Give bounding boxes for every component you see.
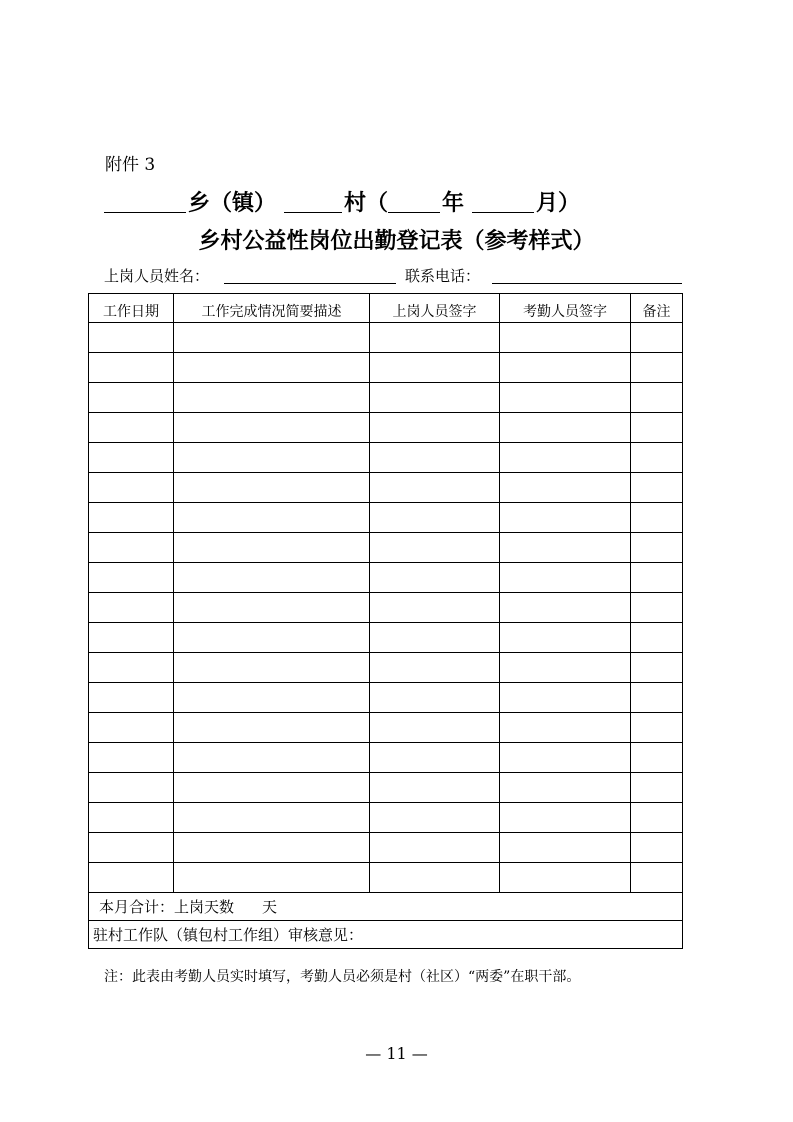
- table-cell[interactable]: [500, 443, 631, 473]
- table-cell[interactable]: [174, 863, 370, 893]
- table-cell[interactable]: [631, 563, 683, 593]
- table-cell[interactable]: [500, 323, 631, 353]
- table-row: [89, 353, 683, 383]
- header-attendance-signature: 考勤人员签字: [500, 294, 631, 323]
- table-cell[interactable]: [631, 473, 683, 503]
- table-cell[interactable]: [631, 623, 683, 653]
- table-cell[interactable]: [500, 563, 631, 593]
- table-cell[interactable]: [89, 803, 174, 833]
- table-row: [89, 383, 683, 413]
- table-cell[interactable]: [89, 353, 174, 383]
- attachment-label: 附件 3: [105, 155, 156, 175]
- title-line-1: [104, 186, 604, 216]
- table-cell[interactable]: [370, 593, 500, 623]
- table-cell[interactable]: [89, 413, 174, 443]
- table-row: [89, 563, 683, 593]
- table-cell[interactable]: [370, 833, 500, 863]
- table-cell[interactable]: [370, 863, 500, 893]
- table-cell[interactable]: [89, 623, 174, 653]
- table-cell[interactable]: [174, 383, 370, 413]
- table-cell[interactable]: [631, 713, 683, 743]
- table-cell[interactable]: [174, 653, 370, 683]
- header-work-description: 工作完成情况简要描述: [174, 294, 370, 323]
- table-cell[interactable]: [174, 443, 370, 473]
- table-row: [89, 413, 683, 443]
- table-row: [89, 683, 683, 713]
- table-cell[interactable]: [370, 653, 500, 683]
- table-cell[interactable]: [89, 593, 174, 623]
- table-cell[interactable]: [500, 623, 631, 653]
- page-number: — 11 —: [365, 1044, 428, 1063]
- phone-field[interactable]: [492, 283, 682, 284]
- table-cell[interactable]: [631, 413, 683, 443]
- table-cell[interactable]: [370, 743, 500, 773]
- table-cell[interactable]: [500, 413, 631, 443]
- table-cell[interactable]: [370, 773, 500, 803]
- table-cell[interactable]: [174, 353, 370, 383]
- summary-cell[interactable]: [89, 893, 683, 921]
- table-cell[interactable]: [631, 443, 683, 473]
- table-row: [89, 743, 683, 773]
- table-cell[interactable]: [174, 773, 370, 803]
- table-row: [89, 773, 683, 803]
- table-cell[interactable]: [89, 383, 174, 413]
- table-cell[interactable]: [631, 833, 683, 863]
- table-row: [89, 593, 683, 623]
- table-cell[interactable]: [500, 353, 631, 383]
- table-cell[interactable]: [370, 323, 500, 353]
- table-cell[interactable]: [174, 563, 370, 593]
- form-title: 乡村公益性岗位出勤登记表（参考样式）: [198, 228, 595, 254]
- table-cell[interactable]: [89, 863, 174, 893]
- table-cell[interactable]: [370, 473, 500, 503]
- table-cell[interactable]: [500, 503, 631, 533]
- table-cell[interactable]: [174, 683, 370, 713]
- header-remarks: 备注: [631, 294, 683, 323]
- summary-prefix: 本月合计：上岗天数: [99, 898, 235, 916]
- table-cell[interactable]: [89, 653, 174, 683]
- table-row: [89, 473, 683, 503]
- table-row: [89, 713, 683, 743]
- table-cell[interactable]: [500, 533, 631, 563]
- review-row: [89, 921, 683, 949]
- table-row: [89, 863, 683, 893]
- summary-row: [89, 893, 683, 921]
- table-cell[interactable]: [89, 533, 174, 563]
- table-cell[interactable]: [370, 413, 500, 443]
- township-label: 乡（镇）: [188, 190, 277, 216]
- table-cell[interactable]: [500, 683, 631, 713]
- month-blank[interactable]: [472, 212, 534, 213]
- table-cell[interactable]: [370, 443, 500, 473]
- table-cell[interactable]: [370, 623, 500, 653]
- review-label: 驻村工作队（镇包村工作组）审核意见：: [93, 926, 364, 944]
- table-cell[interactable]: [174, 503, 370, 533]
- table-cell[interactable]: [174, 413, 370, 443]
- table-cell[interactable]: [370, 533, 500, 563]
- table-cell[interactable]: [89, 503, 174, 533]
- table-cell[interactable]: [174, 623, 370, 653]
- worker-name-field[interactable]: [224, 283, 396, 284]
- table-cell[interactable]: [174, 593, 370, 623]
- table-cell[interactable]: [174, 533, 370, 563]
- table-cell[interactable]: [500, 593, 631, 623]
- table-cell[interactable]: [370, 713, 500, 743]
- header-work-date: 工作日期: [89, 294, 174, 323]
- table-cell[interactable]: [500, 653, 631, 683]
- table-cell[interactable]: [631, 593, 683, 623]
- table-cell[interactable]: [631, 743, 683, 773]
- table-cell[interactable]: [370, 503, 500, 533]
- table-cell[interactable]: [174, 323, 370, 353]
- table-cell[interactable]: [89, 773, 174, 803]
- village-blank[interactable]: [284, 212, 342, 213]
- table-cell[interactable]: [370, 383, 500, 413]
- month-label: 月）: [536, 190, 581, 216]
- table-cell[interactable]: [500, 383, 631, 413]
- year-blank[interactable]: [388, 212, 440, 213]
- table-cell[interactable]: [174, 743, 370, 773]
- table-cell[interactable]: [500, 803, 631, 833]
- table-row: [89, 833, 683, 863]
- table-cell[interactable]: [174, 803, 370, 833]
- table-cell[interactable]: [500, 773, 631, 803]
- summary-unit: 天: [262, 898, 278, 916]
- year-label: 年: [442, 190, 465, 216]
- table-cell[interactable]: [631, 533, 683, 563]
- village-label: 村（: [344, 190, 389, 216]
- table-row: [89, 443, 683, 473]
- table-cell[interactable]: [370, 683, 500, 713]
- township-blank[interactable]: [104, 212, 186, 213]
- table-cell[interactable]: [89, 683, 174, 713]
- table-cell[interactable]: [631, 383, 683, 413]
- review-cell[interactable]: [89, 921, 683, 949]
- worker-name-label: 上岗人员姓名：: [104, 267, 210, 285]
- table-cell[interactable]: [174, 473, 370, 503]
- table-row: [89, 623, 683, 653]
- table-cell[interactable]: [631, 683, 683, 713]
- footnote: 注：此表由考勤人员实时填写，考勤人员必须是村（社区）“两委”在职干部。: [104, 969, 581, 985]
- table-row: [89, 653, 683, 683]
- table-row: [89, 503, 683, 533]
- table-row: [89, 323, 683, 353]
- table-cell[interactable]: [631, 773, 683, 803]
- table-row: [89, 533, 683, 563]
- table-cell[interactable]: [89, 443, 174, 473]
- table-cell[interactable]: [89, 563, 174, 593]
- table-cell[interactable]: [370, 803, 500, 833]
- table-cell[interactable]: [89, 323, 174, 353]
- phone-label: 联系电话：: [405, 267, 481, 285]
- table-cell[interactable]: [631, 863, 683, 893]
- table-cell[interactable]: [89, 713, 174, 743]
- attendance-table: [88, 293, 683, 949]
- table-cell[interactable]: [500, 713, 631, 743]
- table-cell[interactable]: [631, 503, 683, 533]
- table-cell[interactable]: [89, 833, 174, 863]
- table-cell[interactable]: [631, 353, 683, 383]
- table-cell[interactable]: [631, 803, 683, 833]
- table-cell[interactable]: [89, 743, 174, 773]
- table-header-row: [89, 294, 683, 323]
- table-row: [89, 803, 683, 833]
- table-cell[interactable]: [174, 833, 370, 863]
- table-cell[interactable]: [500, 473, 631, 503]
- table-cell[interactable]: [631, 653, 683, 683]
- table-cell[interactable]: [89, 473, 174, 503]
- table-cell[interactable]: [370, 353, 500, 383]
- table-cell[interactable]: [500, 863, 631, 893]
- table-cell[interactable]: [370, 563, 500, 593]
- header-worker-signature: 上岗人员签字: [370, 294, 500, 323]
- table-cell[interactable]: [500, 833, 631, 863]
- table-cell[interactable]: [631, 323, 683, 353]
- table-cell[interactable]: [174, 713, 370, 743]
- table-cell[interactable]: [500, 743, 631, 773]
